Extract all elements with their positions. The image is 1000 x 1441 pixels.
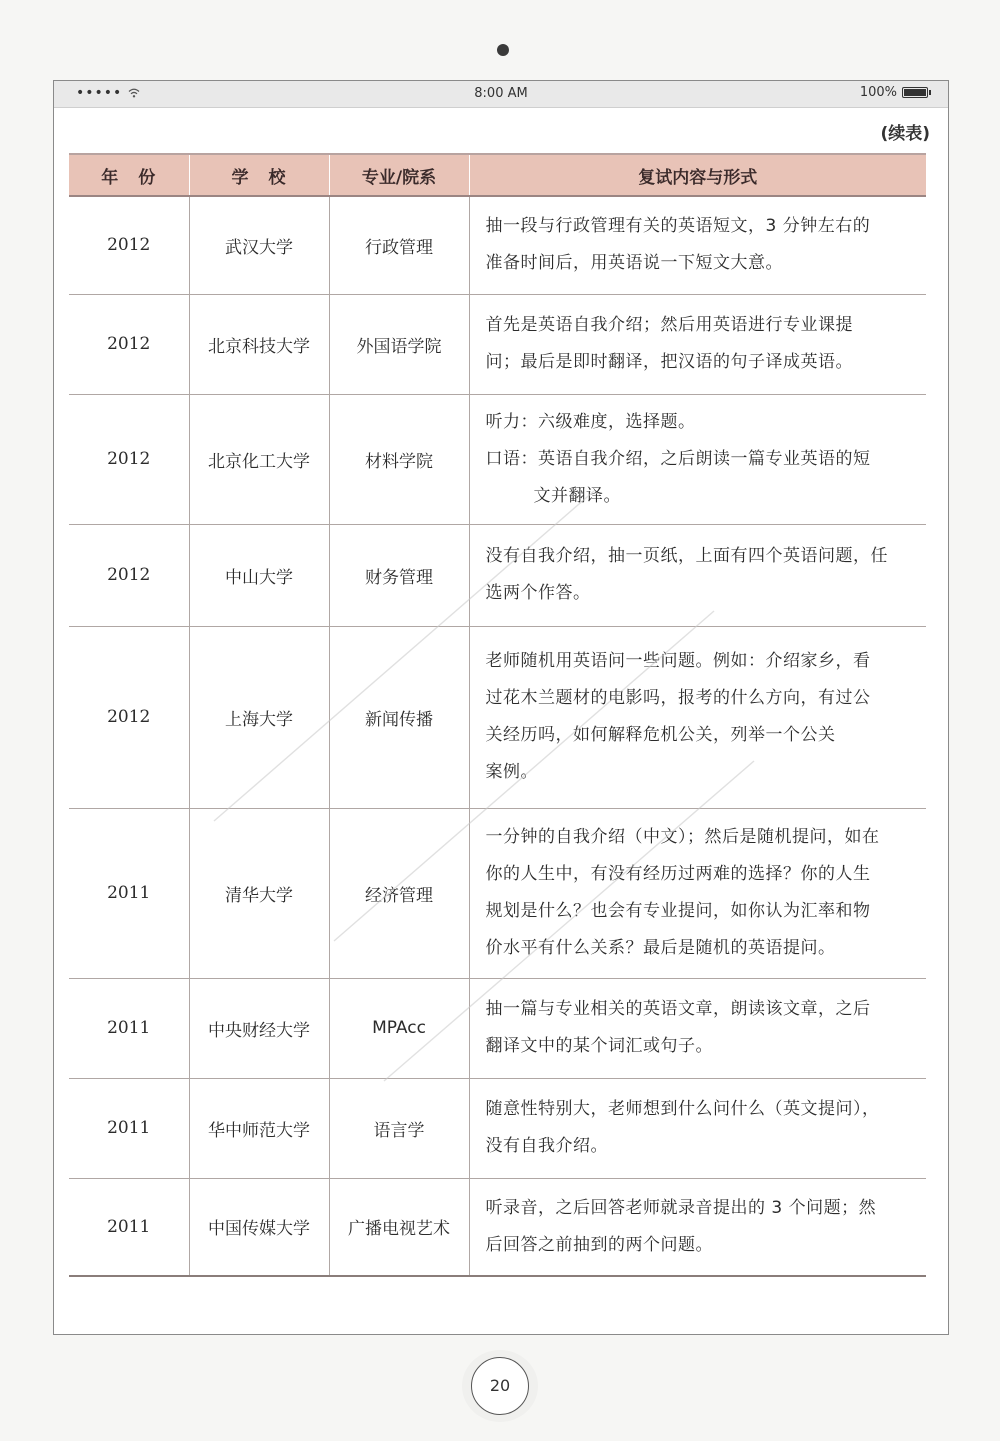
table-row xyxy=(69,196,926,294)
cell-school: 华中师范大学 xyxy=(189,1078,329,1178)
status-bar xyxy=(54,81,948,108)
cell-major: 材料学院 xyxy=(329,394,469,524)
cell-content xyxy=(469,394,926,524)
content-line: 抽一篇与专业相关的英语文章，朗读该文章，之后 xyxy=(485,999,871,1019)
cell-content xyxy=(469,808,926,978)
content-line: 规划是什么？也会有专业提问，如你认为汇率和物 xyxy=(485,901,871,921)
content-line: 听录音，之后回答老师就录音提出的 3 个问题；然 xyxy=(485,1197,877,1218)
cell-school: 中央财经大学 xyxy=(189,978,329,1078)
header-major: 专业/院系 xyxy=(329,154,469,196)
cell-year: 2012 xyxy=(69,626,189,808)
content-line: 问；最后是即时翻译，把汉语的句子译成英语。 xyxy=(485,352,853,372)
cell-year: 2012 xyxy=(69,524,189,626)
header-content: 复试内容与形式 xyxy=(469,154,926,196)
header-year: 年份 xyxy=(69,154,189,196)
cell-school: 中山大学 xyxy=(189,524,329,626)
content-line: 没有自我介绍，抽一页纸，上面有四个英语问题，任 xyxy=(485,546,888,566)
content-line: 随意性特别大，老师想到什么问什么（英文提问）， xyxy=(485,1099,880,1119)
table-row xyxy=(69,394,926,524)
page-number: 20 xyxy=(471,1357,529,1415)
interview-table xyxy=(69,153,926,1277)
table-row xyxy=(69,978,926,1078)
cell-content xyxy=(469,978,926,1078)
cell-school: 中国传媒大学 xyxy=(189,1178,329,1276)
status-time: 8:00 AM xyxy=(474,86,528,101)
content-line: 关经历吗，如何解释危机公关，列举一个公关 xyxy=(485,725,836,745)
signal-dots: ••••• xyxy=(76,85,123,101)
table-row xyxy=(69,1078,926,1178)
content-line: 过花木兰题材的电影吗，报考的什么方向，有过公 xyxy=(485,688,871,708)
cell-year: 2012 xyxy=(69,294,189,394)
cell-major: 财务管理 xyxy=(329,524,469,626)
cell-year: 2011 xyxy=(69,978,189,1078)
table-row xyxy=(69,524,926,626)
cell-year: 2012 xyxy=(69,394,189,524)
cell-year: 2011 xyxy=(69,808,189,978)
content-line: 首先是英语自我介绍；然后用英语进行专业课提 xyxy=(485,315,853,335)
cell-major: 新闻传播 xyxy=(329,626,469,808)
battery-percent: 100% xyxy=(859,85,897,100)
cell-major: 外国语学院 xyxy=(329,294,469,394)
cell-major: 行政管理 xyxy=(329,196,469,294)
content-line: 没有自我介绍。 xyxy=(485,1136,608,1156)
content-line: 价水平有什么关系？最后是随机的英语提问。 xyxy=(485,938,836,958)
content-line: 听力：六级难度，选择题。 xyxy=(485,411,696,432)
cell-content xyxy=(469,196,926,294)
cell-school: 北京化工大学 xyxy=(189,394,329,524)
cell-content xyxy=(469,524,926,626)
content-line: 后回答之前抽到的两个问题。 xyxy=(485,1234,713,1255)
header-school: 学校 xyxy=(189,154,329,196)
table-row xyxy=(69,808,926,978)
cell-content xyxy=(469,294,926,394)
cell-content xyxy=(469,626,926,808)
content-line: 案例。 xyxy=(485,762,538,782)
cell-school: 清华大学 xyxy=(189,808,329,978)
battery-icon xyxy=(902,87,928,98)
cell-school: 武汉大学 xyxy=(189,196,329,294)
table-row xyxy=(69,626,926,808)
cell-major: 经济管理 xyxy=(329,808,469,978)
table-row xyxy=(69,1178,926,1276)
camera-dot xyxy=(497,44,509,56)
cell-year: 2011 xyxy=(69,1178,189,1276)
content-line: 抽一段与行政管理有关的英语短文，3 分钟左右的 xyxy=(485,216,871,237)
content-line: 你的人生中，有没有经历过两难的选择？你的人生 xyxy=(485,864,871,884)
table-row xyxy=(69,294,926,394)
content-line: 一分钟的自我介绍（中文）；然后是随机提问，如在 xyxy=(485,827,880,847)
cell-year: 2012 xyxy=(69,196,189,294)
cell-content xyxy=(469,1178,926,1276)
content-line: 翻译文中的某个词汇或句子。 xyxy=(485,1036,713,1056)
content-line: 老师随机用英语问一些问题。例如：介绍家乡，看 xyxy=(485,651,871,671)
cell-year: 2011 xyxy=(69,1078,189,1178)
content-line: 文并翻译。 xyxy=(533,485,621,506)
cell-school: 北京科技大学 xyxy=(189,294,329,394)
table-header-row xyxy=(69,154,926,196)
cell-major: MPAcc xyxy=(329,978,469,1078)
cell-major: 广播电视艺术 xyxy=(329,1178,469,1276)
content-line: 口语：英语自我介绍，之后朗读一篇专业英语的短 xyxy=(485,448,871,469)
cell-school: 上海大学 xyxy=(189,626,329,808)
cell-major: 语言学 xyxy=(329,1078,469,1178)
continued-label: (续表) xyxy=(880,124,930,144)
content-line: 准备时间后，用英语说一下短文大意。 xyxy=(485,253,783,274)
cell-content xyxy=(469,1078,926,1178)
tablet-frame xyxy=(53,80,949,1335)
content-line: 选两个作答。 xyxy=(485,583,591,603)
